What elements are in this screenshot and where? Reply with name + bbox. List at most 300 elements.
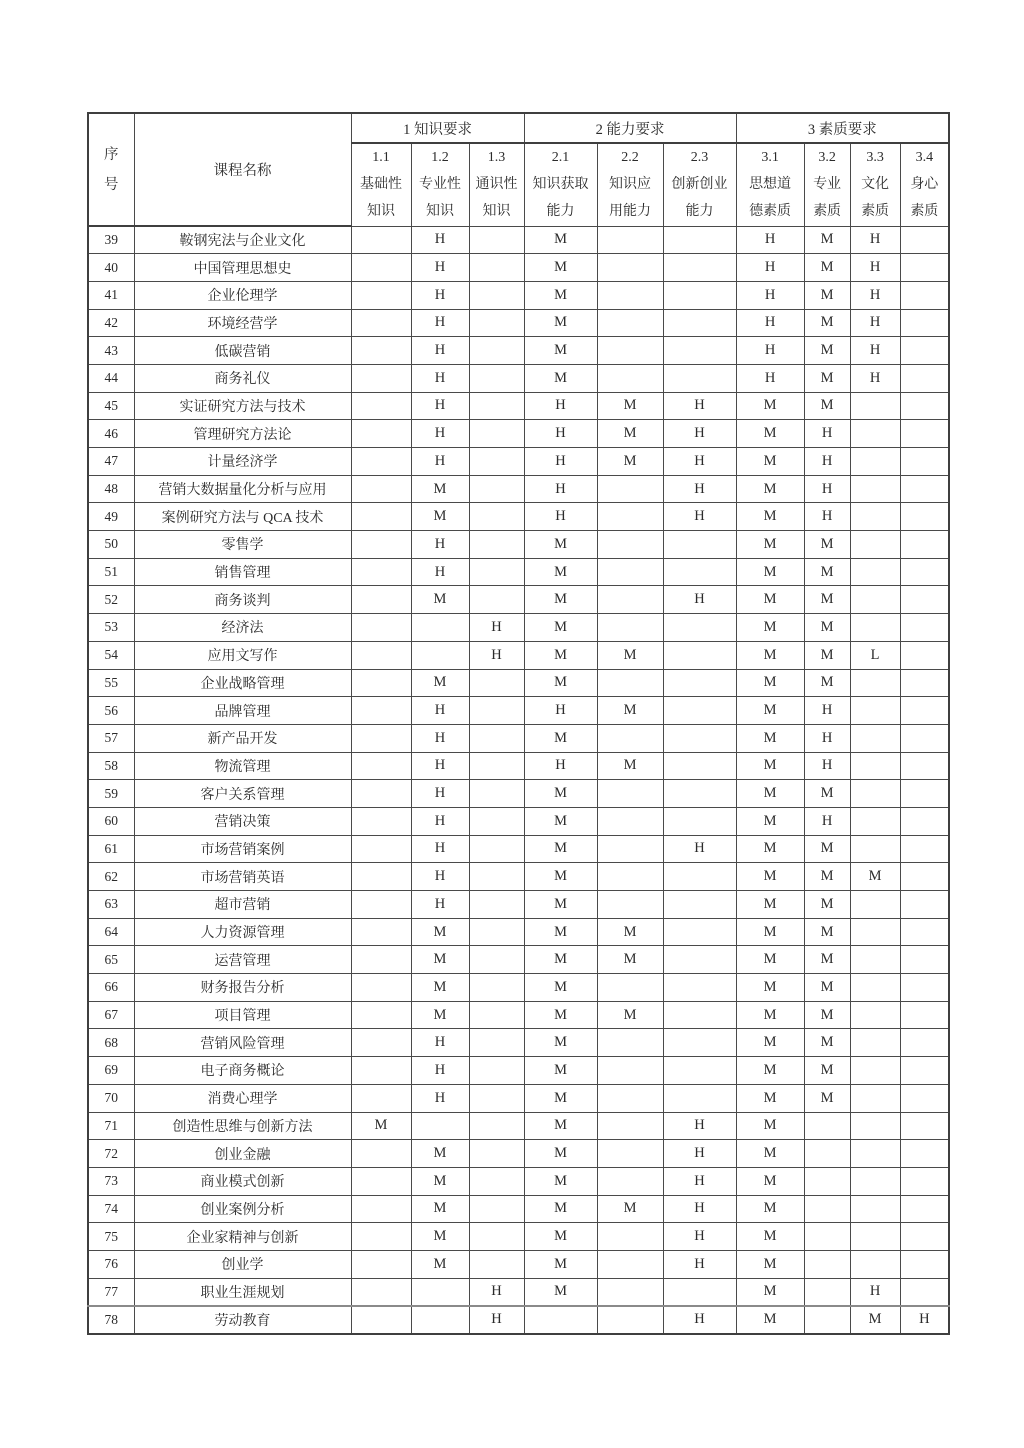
value-cell-3.1: M [736, 1112, 804, 1140]
value-cell-1.1 [351, 337, 411, 365]
row-number-cell: 75 [88, 1223, 134, 1251]
value-cell-2.2: M [597, 392, 663, 420]
value-cell-3.3: H [850, 337, 900, 365]
value-cell-3.4 [900, 1195, 949, 1223]
value-cell-2.2 [597, 586, 663, 614]
row-number-cell: 63 [88, 891, 134, 919]
value-cell-3.1: M [736, 420, 804, 448]
row-number-cell: 46 [88, 420, 134, 448]
value-cell-3.2: M [804, 281, 850, 309]
value-cell-3.3 [850, 835, 900, 863]
value-cell-1.2: H [411, 891, 469, 919]
table-row [88, 918, 949, 946]
table-row [88, 1167, 949, 1195]
value-cell-2.2 [597, 891, 663, 919]
table-row [88, 448, 949, 476]
value-cell-2.2: M [597, 1001, 663, 1029]
value-cell-3.4 [900, 1057, 949, 1085]
value-cell-3.4 [900, 918, 949, 946]
row-number-cell: 68 [88, 1029, 134, 1057]
course-name-cell: 经济法 [134, 614, 351, 642]
row-number-cell: 73 [88, 1167, 134, 1195]
row-number-cell: 67 [88, 1001, 134, 1029]
value-cell-3.1: M [736, 697, 804, 725]
value-cell-3.4 [900, 669, 949, 697]
value-cell-1.3 [469, 531, 524, 559]
value-cell-1.2: H [411, 226, 469, 254]
row-number-cell: 55 [88, 669, 134, 697]
value-cell-1.2: H [411, 531, 469, 559]
course-name-cell: 企业家精神与创新 [134, 1223, 351, 1251]
value-cell-2.1: H [524, 752, 597, 780]
course-name-cell: 鞍钢宪法与企业文化 [134, 226, 351, 254]
value-cell-2.2 [597, 614, 663, 642]
value-cell-3.3: H [850, 226, 900, 254]
course-name-cell: 新产品开发 [134, 724, 351, 752]
course-name-cell: 销售管理 [134, 558, 351, 586]
value-cell-1.3 [469, 226, 524, 254]
row-number-cell: 51 [88, 558, 134, 586]
value-cell-3.2: M [804, 863, 850, 891]
value-cell-3.1: M [736, 752, 804, 780]
course-name-cell: 运营管理 [134, 946, 351, 974]
table-row [88, 863, 949, 891]
value-cell-2.3 [663, 281, 736, 309]
value-cell-1.1 [351, 807, 411, 835]
value-cell-1.2: H [411, 835, 469, 863]
value-cell-3.3: H [850, 1278, 900, 1306]
table-row [88, 891, 949, 919]
value-cell-2.1: M [524, 1167, 597, 1195]
value-cell-1.2: H [411, 1084, 469, 1112]
value-cell-2.1: M [524, 281, 597, 309]
value-cell-2.2 [597, 724, 663, 752]
course-name-cell: 管理研究方法论 [134, 420, 351, 448]
course-name-cell: 财务报告分析 [134, 974, 351, 1002]
value-cell-3.4 [900, 503, 949, 531]
subheader-text: 知识应 [609, 177, 652, 193]
table-row [88, 586, 949, 614]
value-cell-3.2: H [804, 807, 850, 835]
subheader-text: 能力 [685, 204, 714, 220]
value-cell-2.2 [597, 1306, 663, 1334]
value-cell-3.3 [850, 475, 900, 503]
value-cell-1.1 [351, 281, 411, 309]
value-cell-2.2 [597, 475, 663, 503]
value-cell-3.2: M [804, 586, 850, 614]
value-cell-3.4 [900, 420, 949, 448]
value-cell-3.4 [900, 1112, 949, 1140]
value-cell-3.2: M [804, 254, 850, 282]
value-cell-3.3 [850, 1195, 900, 1223]
course-name-cell: 创业案例分析 [134, 1195, 351, 1223]
value-cell-2.1: M [524, 254, 597, 282]
row-number-cell: 59 [88, 780, 134, 808]
row-number-cell: 56 [88, 697, 134, 725]
value-cell-3.4 [900, 807, 949, 835]
subheader-text: 知识获取 [532, 177, 589, 193]
row-number-cell: 43 [88, 337, 134, 365]
value-cell-3.1: H [736, 281, 804, 309]
value-cell-3.1: M [736, 531, 804, 559]
row-number-cell: 77 [88, 1278, 134, 1306]
value-cell-2.3 [663, 1057, 736, 1085]
value-cell-2.2 [597, 835, 663, 863]
value-cell-2.3 [663, 863, 736, 891]
value-cell-3.3: L [850, 641, 900, 669]
value-cell-2.2 [597, 1057, 663, 1085]
course-name-cell: 零售学 [134, 531, 351, 559]
value-cell-2.2 [597, 503, 663, 531]
course-name-cell: 职业生涯规划 [134, 1278, 351, 1306]
value-cell-2.3 [663, 1029, 736, 1057]
value-cell-2.2 [597, 807, 663, 835]
value-cell-2.2 [597, 1084, 663, 1112]
subheader-text: 思想道 [749, 177, 792, 193]
course-name-cell: 低碳营销 [134, 337, 351, 365]
value-cell-1.2: M [411, 1001, 469, 1029]
course-name-cell: 实证研究方法与技术 [134, 392, 351, 420]
value-cell-1.3 [469, 669, 524, 697]
value-cell-2.3: H [663, 392, 736, 420]
value-cell-3.2: M [804, 946, 850, 974]
value-cell-2.1: M [524, 1057, 597, 1085]
subheader-text: 2.3 [690, 150, 709, 166]
table-row [88, 1195, 949, 1223]
value-cell-3.1: M [736, 1140, 804, 1168]
value-cell-1.2: M [411, 918, 469, 946]
value-cell-1.3 [469, 558, 524, 586]
value-cell-2.1: H [524, 420, 597, 448]
value-cell-3.4 [900, 946, 949, 974]
subheader-text: 知识 [426, 204, 454, 220]
value-cell-3.2: M [804, 780, 850, 808]
value-cell-3.2: M [804, 226, 850, 254]
value-cell-3.1: M [736, 835, 804, 863]
value-cell-3.3 [850, 1001, 900, 1029]
value-cell-2.3 [663, 891, 736, 919]
value-cell-3.3 [850, 891, 900, 919]
value-cell-3.4 [900, 697, 949, 725]
value-cell-1.1 [351, 309, 411, 337]
value-cell-3.2: M [804, 891, 850, 919]
value-cell-1.1 [351, 1167, 411, 1195]
value-cell-1.3 [469, 807, 524, 835]
course-name-cell: 品牌管理 [134, 697, 351, 725]
value-cell-1.1 [351, 641, 411, 669]
value-cell-1.3 [469, 586, 524, 614]
row-number-cell: 53 [88, 614, 134, 642]
value-cell-2.1: M [524, 226, 597, 254]
value-cell-2.1: M [524, 974, 597, 1002]
course-name-cell: 商务谈判 [134, 586, 351, 614]
value-cell-2.2 [597, 364, 663, 392]
value-cell-2.1: H [524, 475, 597, 503]
value-cell-2.2 [597, 974, 663, 1002]
value-cell-1.1 [351, 1306, 411, 1334]
value-cell-3.3 [850, 614, 900, 642]
table-row [88, 337, 949, 365]
row-number-cell: 69 [88, 1057, 134, 1085]
value-cell-1.3 [469, 780, 524, 808]
value-cell-2.3 [663, 558, 736, 586]
table-row [88, 641, 949, 669]
value-cell-3.3: H [850, 364, 900, 392]
value-cell-1.3 [469, 697, 524, 725]
value-cell-2.2: M [597, 752, 663, 780]
value-cell-3.4 [900, 337, 949, 365]
value-cell-1.1 [351, 503, 411, 531]
row-number-cell: 41 [88, 281, 134, 309]
value-cell-3.2: H [804, 475, 850, 503]
header-serial-number [88, 113, 134, 226]
value-cell-1.3 [469, 254, 524, 282]
value-cell-3.1: M [736, 1278, 804, 1306]
value-cell-3.3 [850, 531, 900, 559]
subheader-text: 专业性 [419, 177, 461, 193]
value-cell-2.3 [663, 254, 736, 282]
subheader-text: 基础性 [360, 177, 402, 193]
value-cell-2.1: M [524, 835, 597, 863]
value-cell-1.2: H [411, 724, 469, 752]
value-cell-2.3: H [663, 835, 736, 863]
table-row [88, 1278, 949, 1306]
row-number-cell: 61 [88, 835, 134, 863]
course-name-cell: 消费心理学 [134, 1084, 351, 1112]
value-cell-1.3 [469, 337, 524, 365]
value-cell-1.2: H [411, 697, 469, 725]
subheader-text: 3.3 [866, 150, 884, 166]
table-row [88, 1250, 949, 1278]
value-cell-1.3 [469, 281, 524, 309]
value-cell-1.1 [351, 614, 411, 642]
value-cell-3.1: M [736, 974, 804, 1002]
value-cell-1.1 [351, 1084, 411, 1112]
value-cell-2.3 [663, 752, 736, 780]
course-name-cell: 市场营销案例 [134, 835, 351, 863]
value-cell-3.4 [900, 614, 949, 642]
value-cell-2.1: M [524, 641, 597, 669]
row-number-cell: 45 [88, 392, 134, 420]
value-cell-1.1 [351, 1057, 411, 1085]
value-cell-3.4 [900, 1167, 949, 1195]
value-cell-2.1: M [524, 364, 597, 392]
value-cell-3.1: H [736, 254, 804, 282]
value-cell-1.3 [469, 1195, 524, 1223]
value-cell-3.2: H [804, 724, 850, 752]
value-cell-1.3 [469, 1057, 524, 1085]
value-cell-2.3: H [663, 448, 736, 476]
value-cell-3.2: M [804, 309, 850, 337]
value-cell-3.2: M [804, 1084, 850, 1112]
subheader-cell-2.2 [597, 143, 663, 226]
value-cell-1.2: M [411, 669, 469, 697]
value-cell-2.3: H [663, 1195, 736, 1223]
subheader-text: 知识 [482, 204, 511, 220]
value-cell-3.3 [850, 974, 900, 1002]
value-cell-1.3 [469, 420, 524, 448]
value-cell-2.1: M [524, 337, 597, 365]
value-cell-3.3 [850, 420, 900, 448]
value-cell-3.2: M [804, 835, 850, 863]
value-cell-3.4 [900, 641, 949, 669]
value-cell-2.3 [663, 641, 736, 669]
value-cell-3.1: M [736, 891, 804, 919]
value-cell-3.4 [900, 1223, 949, 1251]
value-cell-3.1: M [736, 1029, 804, 1057]
value-cell-1.1 [351, 724, 411, 752]
value-cell-1.2: M [411, 1250, 469, 1278]
value-cell-2.3: H [663, 475, 736, 503]
value-cell-1.1 [351, 226, 411, 254]
row-number-cell: 66 [88, 974, 134, 1002]
row-number-cell: 76 [88, 1250, 134, 1278]
value-cell-1.1: M [351, 1112, 411, 1140]
row-number-cell: 47 [88, 448, 134, 476]
value-cell-1.3 [469, 1084, 524, 1112]
subheader-cell-1.2 [411, 143, 469, 226]
value-cell-1.2: H [411, 448, 469, 476]
table-header [88, 113, 949, 226]
value-cell-1.2: M [411, 503, 469, 531]
subheader-cell-1.3 [469, 143, 524, 226]
value-cell-3.3 [850, 448, 900, 476]
value-cell-1.3 [469, 974, 524, 1002]
value-cell-3.2: H [804, 752, 850, 780]
value-cell-1.1 [351, 392, 411, 420]
value-cell-2.2 [597, 1029, 663, 1057]
row-number-cell: 65 [88, 946, 134, 974]
value-cell-3.1: M [736, 1306, 804, 1334]
row-number-cell: 72 [88, 1140, 134, 1168]
value-cell-3.1: M [736, 780, 804, 808]
value-cell-3.4 [900, 1250, 949, 1278]
value-cell-3.1: M [736, 1195, 804, 1223]
value-cell-2.2 [597, 226, 663, 254]
header-course-name: 课程名称 [134, 113, 351, 226]
value-cell-2.3: H [663, 1112, 736, 1140]
value-cell-3.2: M [804, 614, 850, 642]
course-name-cell: 项目管理 [134, 1001, 351, 1029]
value-cell-1.1 [351, 254, 411, 282]
value-cell-1.3 [469, 863, 524, 891]
value-cell-3.4 [900, 752, 949, 780]
table-row [88, 724, 949, 752]
table-row [88, 669, 949, 697]
value-cell-3.1: M [736, 1084, 804, 1112]
value-cell-2.1: H [524, 503, 597, 531]
value-cell-1.1 [351, 974, 411, 1002]
value-cell-3.2: M [804, 558, 850, 586]
value-cell-3.1: M [736, 1001, 804, 1029]
table-row [88, 1001, 949, 1029]
subheader-cell-3.2 [804, 143, 850, 226]
row-number-cell: 49 [88, 503, 134, 531]
subheader-text: 2.2 [621, 150, 639, 166]
value-cell-3.4 [900, 891, 949, 919]
course-name-cell: 计量经济学 [134, 448, 351, 476]
table-row [88, 946, 949, 974]
value-cell-1.3 [469, 724, 524, 752]
value-cell-3.4 [900, 226, 949, 254]
value-cell-1.3 [469, 503, 524, 531]
value-cell-1.3 [469, 918, 524, 946]
table-row [88, 309, 949, 337]
subheader-text: 3.2 [818, 150, 836, 166]
value-cell-3.2: M [804, 1029, 850, 1057]
value-cell-1.2: H [411, 863, 469, 891]
value-cell-2.2: M [597, 946, 663, 974]
subheader-text: 素质 [861, 204, 890, 220]
value-cell-2.3 [663, 946, 736, 974]
value-cell-3.2: H [804, 503, 850, 531]
value-cell-2.1: M [524, 724, 597, 752]
value-cell-1.2 [411, 1278, 469, 1306]
value-cell-1.1 [351, 752, 411, 780]
value-cell-1.2: H [411, 254, 469, 282]
row-number-cell: 57 [88, 724, 134, 752]
value-cell-1.3 [469, 448, 524, 476]
course-requirements-table [87, 112, 950, 1335]
value-cell-1.3 [469, 1250, 524, 1278]
value-cell-3.2: M [804, 392, 850, 420]
course-name-cell: 人力资源管理 [134, 918, 351, 946]
table-row [88, 281, 949, 309]
subheader-cell-3.4 [900, 143, 949, 226]
value-cell-2.3 [663, 1001, 736, 1029]
value-cell-3.3: H [850, 254, 900, 282]
value-cell-2.1: H [524, 697, 597, 725]
table-row [88, 974, 949, 1002]
subheader-cell-2.1 [524, 143, 597, 226]
value-cell-2.1: M [524, 1140, 597, 1168]
value-cell-2.2 [597, 337, 663, 365]
value-cell-2.3 [663, 669, 736, 697]
table-row [88, 226, 949, 254]
value-cell-1.2: H [411, 281, 469, 309]
value-cell-1.1 [351, 558, 411, 586]
value-cell-3.3: H [850, 309, 900, 337]
value-cell-3.3: M [850, 1306, 900, 1334]
value-cell-1.2: M [411, 1140, 469, 1168]
value-cell-2.3: H [663, 1167, 736, 1195]
value-cell-2.3 [663, 614, 736, 642]
value-cell-1.3 [469, 835, 524, 863]
value-cell-3.4 [900, 309, 949, 337]
value-cell-2.3 [663, 1084, 736, 1112]
value-cell-3.1: M [736, 1057, 804, 1085]
value-cell-3.3 [850, 1057, 900, 1085]
value-cell-3.2: M [804, 364, 850, 392]
value-cell-2.3 [663, 226, 736, 254]
value-cell-2.3 [663, 807, 736, 835]
value-cell-2.2 [597, 254, 663, 282]
row-number-cell: 54 [88, 641, 134, 669]
value-cell-2.1: M [524, 863, 597, 891]
course-name-cell: 应用文写作 [134, 641, 351, 669]
table-row [88, 531, 949, 559]
value-cell-2.1: M [524, 946, 597, 974]
subheader-text: 素质 [910, 204, 939, 220]
value-cell-1.1 [351, 364, 411, 392]
subheader-text: 3.4 [915, 150, 934, 166]
value-cell-2.1: H [524, 392, 597, 420]
value-cell-3.2: H [804, 697, 850, 725]
value-cell-3.4 [900, 724, 949, 752]
value-cell-3.1: M [736, 641, 804, 669]
value-cell-3.2 [804, 1167, 850, 1195]
value-cell-1.1 [351, 946, 411, 974]
